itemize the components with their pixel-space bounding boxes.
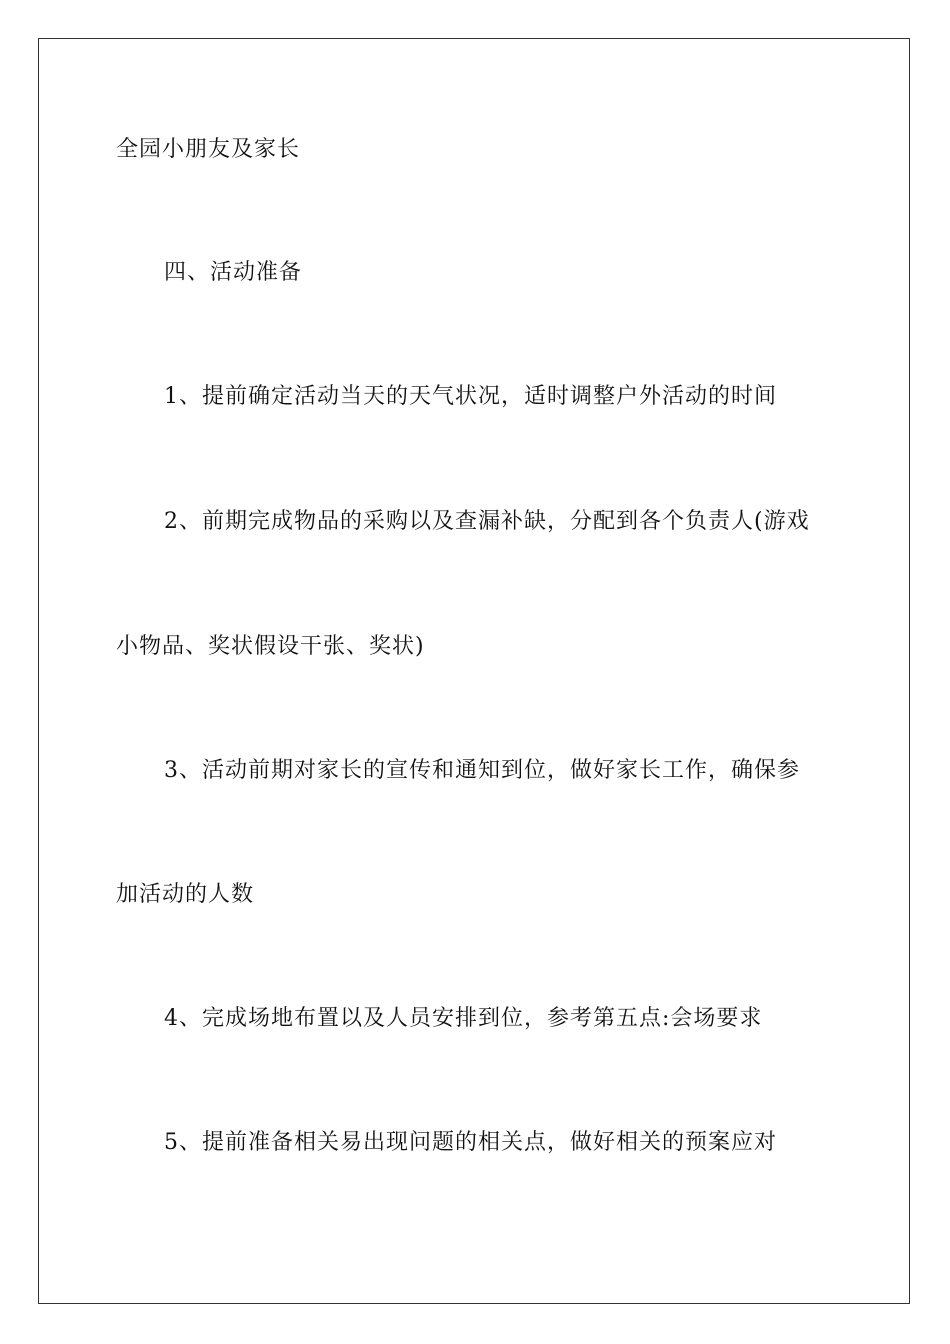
list-item-2-continuation: 小物品、奖状假设干张、奖状) <box>116 634 425 659</box>
list-item-1: 1、提前确定活动当天的天气状况，适时调整户外活动的时间 <box>164 384 777 409</box>
page-border <box>38 38 910 1304</box>
list-item-3: 3、活动前期对家长的宣传和通知到位，做好家长工作，确保参 <box>164 758 800 783</box>
participants-text: 全园小朋友及家长 <box>116 137 301 162</box>
list-item-4: 4、完成场地布置以及人员安排到位，参考第五点:会场要求 <box>164 1006 763 1031</box>
list-item-5: 5、提前准备相关易出现问题的相关点，做好相关的预案应对 <box>164 1130 777 1155</box>
list-item-2: 2、前期完成物品的采购以及查漏补缺，分配到各个负责人(游戏 <box>164 509 810 534</box>
list-item-3-continuation: 加活动的人数 <box>116 882 255 907</box>
section-heading-preparation: 四、活动准备 <box>164 260 303 285</box>
